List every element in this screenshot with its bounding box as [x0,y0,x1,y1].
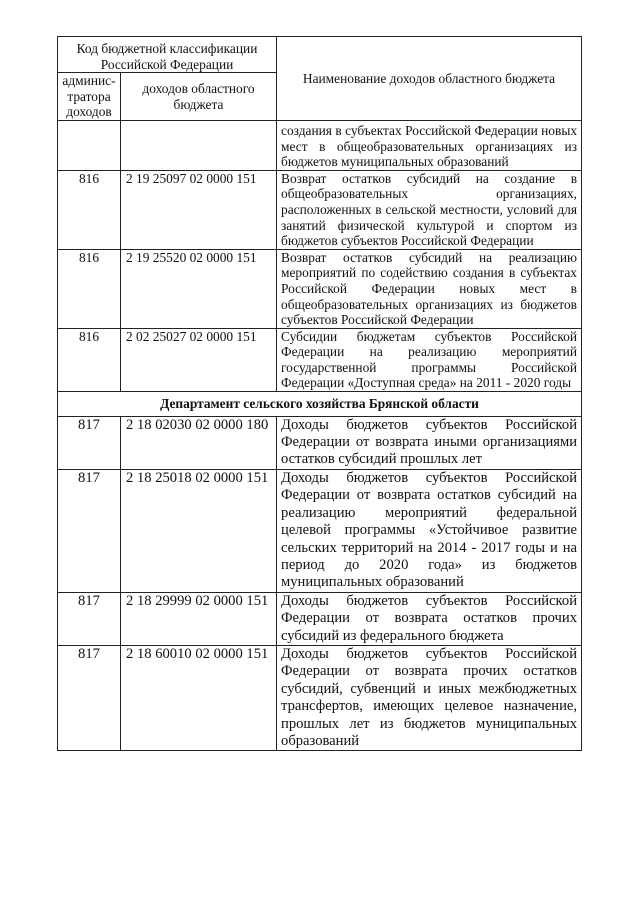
admin-code-cell: 816 [58,249,121,328]
admin-code-cell: 816 [58,328,121,391]
header-row-top [58,37,582,73]
department-row [58,392,582,417]
table-row [58,469,582,592]
header-admin-cell: админис-тратора доходов [58,73,121,121]
header-code-cell: доходов областного бюджета [121,73,277,121]
header-name-cell: Наименование доходов областного бюджета [277,37,582,121]
budget-code-cell: 2 02 25027 02 0000 151 [121,328,277,391]
description-cell: Доходы бюджетов субъектов Российской Федерации от возврата остатков прочих субсидий из федерального бюджета [277,592,582,645]
header-group-cell: Код бюджетной классификации Российской Федерации [58,37,277,73]
table-row [58,645,582,750]
budget-code-cell: 2 18 29999 02 0000 151 [121,592,277,645]
admin-code-cell: 817 [58,592,121,645]
budget-code-cell: 2 18 25018 02 0000 151 [121,469,277,592]
description-cell: Доходы бюджетов субъектов Российской Федерации от возврата иными организациями остатков субсидий прошлых лет [277,416,582,469]
admin-code-cell: 816 [58,170,121,249]
budget-code-cell: 2 19 25097 02 0000 151 [121,170,277,249]
budget-classification-table [57,36,582,751]
budget-code-cell: 2 18 02030 02 0000 180 [121,416,277,469]
table-row [58,592,582,645]
admin-code-cell: 817 [58,469,121,592]
budget-code-cell: 2 18 60010 02 0000 151 [121,645,277,750]
continuation-code-cell [121,120,277,170]
continuation-row [58,120,582,170]
table-row [58,416,582,469]
table-row [58,170,582,249]
budget-code-cell: 2 19 25520 02 0000 151 [121,249,277,328]
description-cell: Субсидии бюджетам субъектов Российской Федерации на реализацию мероприятий государственной программы Российской Федерации «Доступная среда» на 2011 - 2020 годы [277,328,582,391]
description-cell: Возврат остатков субсидий на создание в общеобразовательных организациях, расположенных в сельской местности, условий для занятий физической культурой и спортом из бюджетов субъектов Российской Федерации [277,170,582,249]
description-cell: Доходы бюджетов субъектов Российской Федерации от возврата остатков субсидий на реализацию мероприятий федеральной целевой программы «Устойчивое развитие сельских территорий на 2014 - 2017 годы и на период до 2020 года» из бюджетов муниципальных образований [277,469,582,592]
continuation-desc-cell: создания в субъектах Российской Федерации новых мест в общеобразовательных организациях из бюджетов муниципальных образований [277,120,582,170]
admin-code-cell: 817 [58,645,121,750]
continuation-admin-cell [58,120,121,170]
description-cell: Доходы бюджетов субъектов Российской Федерации от возврата прочих остатков субсидий, субвенций и иных межбюджетных трансфертов, имеющих целевое назначение, прошлых лет из бюджетов муниципальных образований [277,645,582,750]
department-title: Департамент сельского хозяйства Брянской области [58,392,582,417]
table-row [58,249,582,328]
description-cell: Возврат остатков субсидий на реализацию мероприятий по содействию создания в субъектах Российской Федерации новых мест в общеобразовательных организациях из бюджетов субъектов Российской Федерации [277,249,582,328]
table-row [58,328,582,391]
admin-code-cell: 817 [58,416,121,469]
